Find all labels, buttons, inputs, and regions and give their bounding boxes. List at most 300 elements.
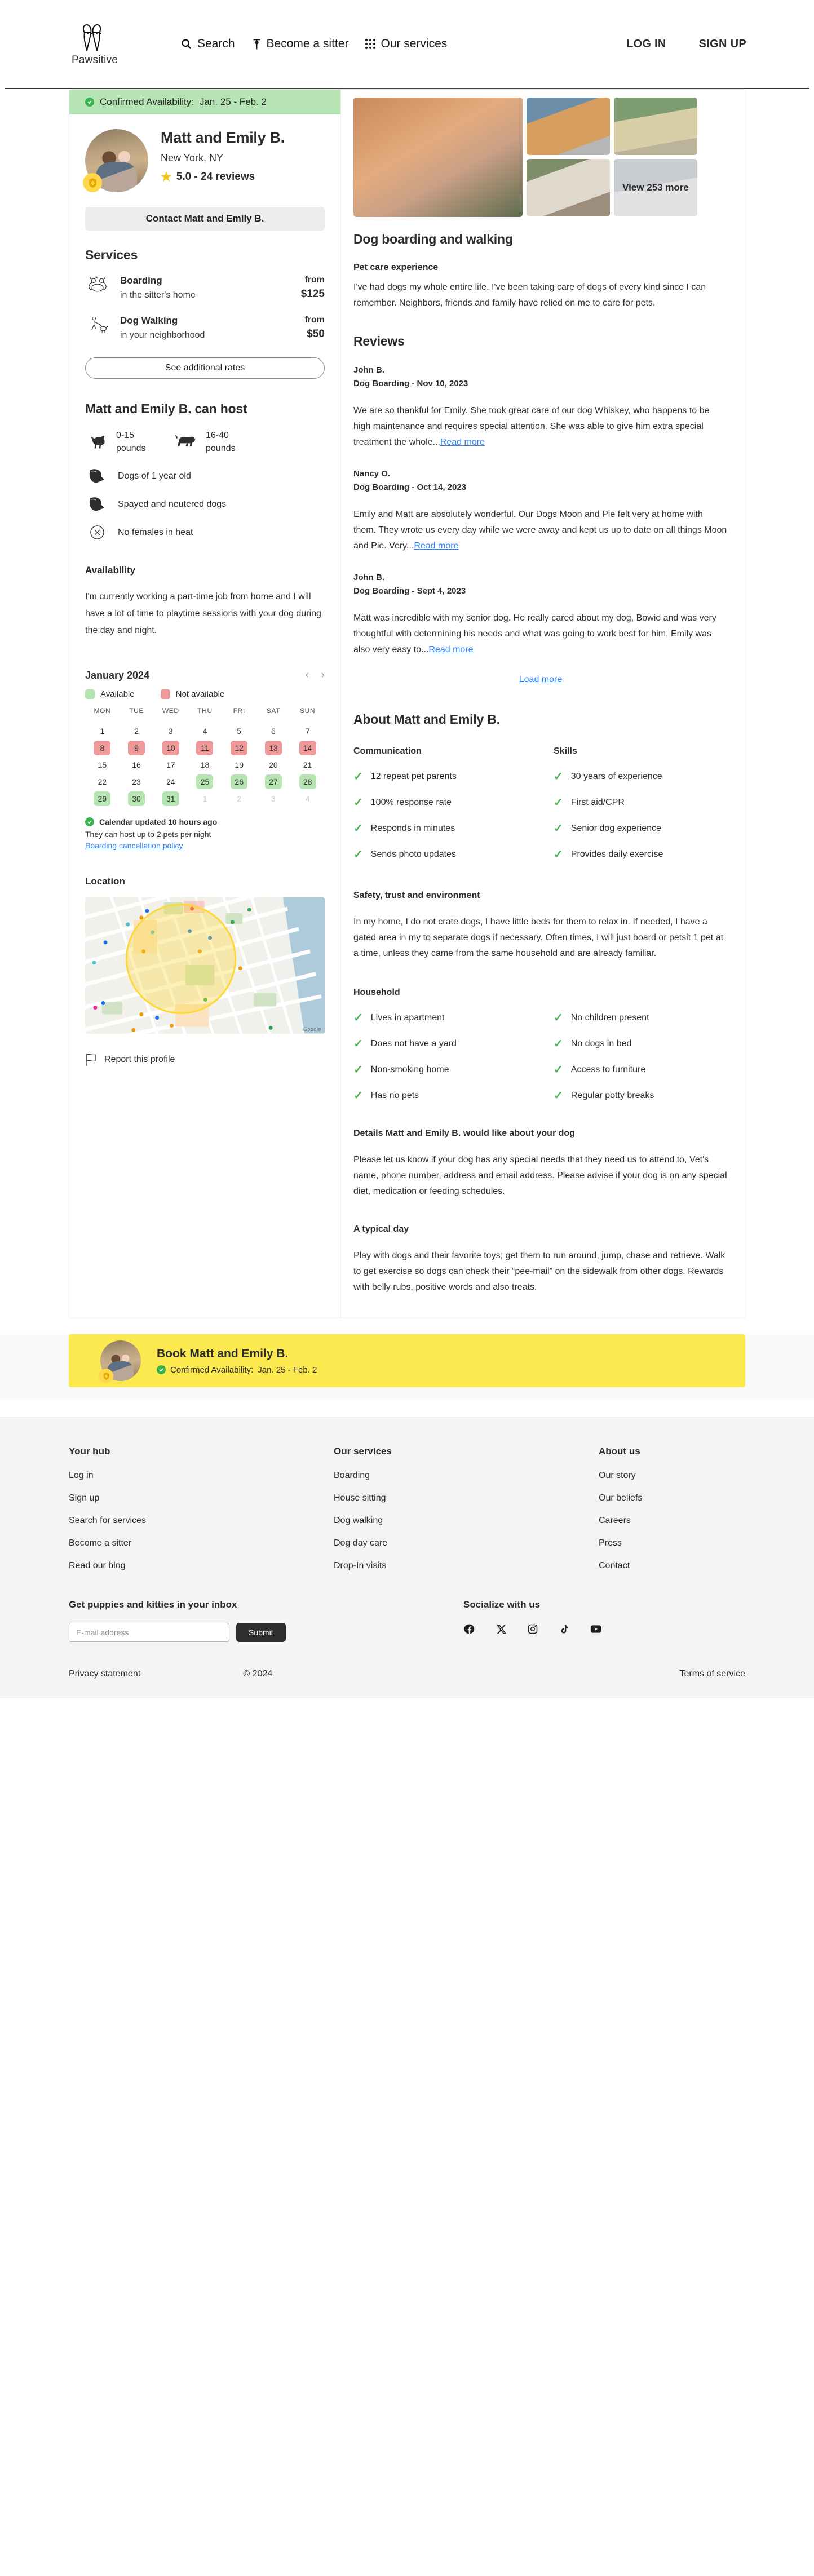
check-circle-icon xyxy=(85,817,94,826)
gallery-main-photo[interactable] xyxy=(353,98,523,217)
household-item xyxy=(353,1038,528,1050)
calendar-updated-note xyxy=(85,817,325,826)
host-item-no-heat xyxy=(85,525,325,540)
calendar-day[interactable] xyxy=(290,724,325,738)
flag-icon xyxy=(85,1053,98,1066)
dog-head-icon xyxy=(85,497,109,512)
legend-unavailable-label: Not available xyxy=(175,689,225,700)
nav-become-sitter-label: Become a sitter xyxy=(266,37,349,50)
service-from-label: from xyxy=(304,275,325,285)
read-more-link[interactable]: Read more xyxy=(440,437,485,447)
calendar-day-number: 6 xyxy=(271,727,276,736)
shield-icon xyxy=(88,178,98,188)
nav-search[interactable] xyxy=(180,37,235,51)
terms-of-service-link[interactable]: Terms of service xyxy=(679,1669,745,1679)
calendar-prev-button[interactable]: ‹ xyxy=(305,669,309,681)
footer-link[interactable]: Dog walking xyxy=(334,1516,383,1525)
read-more-link[interactable]: Read more xyxy=(428,645,474,654)
photo-gallery xyxy=(341,90,745,232)
availability-label: Confirmed Availability: xyxy=(100,96,194,107)
newsletter-submit-button[interactable]: Submit xyxy=(236,1623,286,1642)
search-icon xyxy=(180,38,192,50)
gallery-view-more-label: View 253 more xyxy=(622,182,689,193)
check-icon: ✓ xyxy=(554,1064,563,1076)
host-item-label: Dogs of 1 year old xyxy=(118,471,191,481)
sitter-profile-card xyxy=(69,89,745,1318)
communication-item xyxy=(353,771,528,782)
calendar-day[interactable] xyxy=(120,774,154,789)
household-item xyxy=(554,1012,728,1024)
calendar-day-number: 3 xyxy=(271,794,276,804)
skills-item-label: Provides daily exercise xyxy=(570,849,663,859)
service-price: $50 xyxy=(307,328,325,340)
avatar xyxy=(85,129,148,192)
review-meta: Dog Boarding - Sept 4, 2023 xyxy=(353,586,466,596)
review-item xyxy=(353,364,728,450)
calendar-day[interactable] xyxy=(120,724,154,738)
calendar-days-grid xyxy=(85,724,325,806)
calendar-dow: SAT xyxy=(266,707,281,715)
footer-col1-head: Your hub xyxy=(69,1446,110,1457)
calendar-day[interactable] xyxy=(85,774,120,789)
social-links xyxy=(463,1599,602,1642)
calendar-day[interactable] xyxy=(188,774,222,789)
footer-legal xyxy=(69,1642,745,1698)
verified-shield-badge xyxy=(99,1369,113,1383)
book-banner-availability xyxy=(157,1365,317,1375)
profile-main xyxy=(341,90,745,1318)
check-icon: ✓ xyxy=(353,771,363,783)
service-price: $125 xyxy=(300,288,325,300)
service-desc: in the sitter's home xyxy=(120,290,196,300)
social-heading: Socialize with us xyxy=(463,1599,541,1610)
book-banner-title: Book Matt and Emily B. xyxy=(157,1347,289,1360)
check-circle-icon xyxy=(157,1365,166,1374)
calendar-day-number: 17 xyxy=(166,760,175,770)
newsletter-signup xyxy=(69,1599,463,1642)
host-size-label: 16-40 pounds xyxy=(206,431,236,454)
read-more-link[interactable]: Read more xyxy=(414,541,459,551)
calendar-day-number: 26 xyxy=(231,774,247,789)
calendar-legend xyxy=(85,689,325,699)
calendar-day[interactable] xyxy=(290,758,325,772)
cancellation-policy-link[interactable]: Boarding cancellation policy xyxy=(85,841,183,851)
review-body: Emily and Matt are absolutely wonderful. Our Dogs Moon and Pie felt very at home with them. They wrote us every day while we were away and kept us up to date on all things Moon and Pie. Very... xyxy=(353,510,727,551)
calendar-day-number: 9 xyxy=(128,741,145,755)
check-icon: ✓ xyxy=(353,822,363,835)
can-host-section xyxy=(69,401,340,540)
communication-item-label: 12 repeat pet parents xyxy=(370,772,457,781)
star-icon: ★ xyxy=(161,170,172,184)
skills-item xyxy=(554,771,728,782)
sitter-location: New York, NY xyxy=(161,152,224,163)
footer-link[interactable]: Our story xyxy=(599,1471,636,1480)
footer-link[interactable]: House sitting xyxy=(334,1493,386,1503)
household-item xyxy=(554,1038,728,1050)
calendar-day-number: 8 xyxy=(94,741,110,755)
calendar-day[interactable] xyxy=(153,774,188,789)
services-title: Services xyxy=(85,247,138,262)
contact-sitter-button[interactable]: Contact Matt and Emily B. xyxy=(85,207,325,231)
footer-link[interactable]: Careers xyxy=(599,1516,631,1525)
map-attribution: Google xyxy=(303,1026,321,1033)
details-text: Please let us know if your dog has any special needs that they need us to attend to, Vet's name, phone number, address and email address. Please advise if your dog is on any special diet, medication or feeding schedules. xyxy=(353,1155,727,1196)
calendar-day-number: 29 xyxy=(94,791,110,806)
nav-search-label: Search xyxy=(197,37,235,50)
host-item-label: No females in heat xyxy=(118,527,193,537)
review-body: We are so thankful for Emily. She took great care of our dog Whiskey, who happens to be high maintenance and requires special attention. She was able to give him extra special treatment the whole... xyxy=(353,406,710,447)
calendar-day xyxy=(256,791,291,806)
spacer xyxy=(0,1400,814,1417)
sitter-name: Matt and Emily B. xyxy=(161,129,285,146)
login-button[interactable]: LOG IN xyxy=(626,37,666,50)
footer-col2-head: Our services xyxy=(334,1446,392,1457)
calendar-day[interactable] xyxy=(85,758,120,772)
calendar-day[interactable] xyxy=(222,741,256,755)
calendar-dow: SUN xyxy=(300,707,316,715)
calendar-day-number: 19 xyxy=(235,760,244,770)
review-author: John B. xyxy=(353,573,384,582)
footer-column-your-hub xyxy=(69,1446,334,1583)
review-text xyxy=(353,507,728,554)
footer-link[interactable]: Our beliefs xyxy=(599,1493,643,1503)
facebook-icon[interactable] xyxy=(463,1623,476,1635)
host-size-label: 0-15 pounds xyxy=(116,431,146,454)
calendar-day-number: 18 xyxy=(200,760,210,770)
availability-dates: Jan. 25 - Feb. 2 xyxy=(199,96,267,107)
legend-unavailable-swatch xyxy=(161,689,170,699)
communication-column xyxy=(353,746,528,875)
footer-link[interactable]: Log in xyxy=(69,1471,94,1480)
gallery-photo-2[interactable] xyxy=(527,98,610,155)
about-sitter-section xyxy=(341,712,745,1318)
details-heading: Details Matt and Emily B. would like about your dog xyxy=(353,1128,575,1138)
calendar-header xyxy=(85,669,325,681)
calendar-day[interactable] xyxy=(222,724,256,738)
calendar-day-number: 4 xyxy=(305,794,310,804)
verified-shield-badge xyxy=(83,173,102,192)
location-map[interactable] xyxy=(85,897,325,1034)
host-size-grid xyxy=(85,429,325,455)
calendar-day-number: 1 xyxy=(202,794,207,804)
service-name: Dog Walking xyxy=(120,315,178,326)
availability-text: I'm currently working a part-time job from home and I will have a lot of time to playtime sessions with your dog during the day and night. xyxy=(85,592,321,635)
calendar-day-number: 2 xyxy=(237,794,242,804)
location-title: Location xyxy=(85,876,125,887)
calendar-day-number: 2 xyxy=(134,727,139,736)
household-item xyxy=(353,1012,528,1024)
instagram-icon[interactable] xyxy=(527,1623,539,1635)
calendar-day-number: 11 xyxy=(196,741,213,755)
brand-logo[interactable] xyxy=(61,21,129,67)
review-author: Nancy O. xyxy=(353,469,391,479)
calendar-day[interactable] xyxy=(153,791,188,806)
small-dog-icon xyxy=(85,433,109,451)
footer-bottom xyxy=(69,1599,745,1642)
service-from-label: from xyxy=(304,315,325,325)
calendar-day-number: 24 xyxy=(166,777,175,787)
privacy-statement-link[interactable]: Privacy statement xyxy=(69,1669,141,1679)
household-attributes xyxy=(353,1012,728,1116)
household-item-label: Has no pets xyxy=(370,1091,419,1100)
calendar-day[interactable] xyxy=(188,741,222,755)
skills-item xyxy=(554,849,728,860)
gallery-photo-4[interactable] xyxy=(614,98,697,155)
footer-col2-links xyxy=(334,1471,599,1571)
review-meta: Dog Boarding - Nov 10, 2023 xyxy=(353,379,468,388)
safety-heading: Safety, trust and environment xyxy=(353,891,480,900)
communication-item xyxy=(353,849,528,860)
check-icon: ✓ xyxy=(353,1090,363,1102)
calendar-dow: THU xyxy=(197,707,213,715)
skills-item xyxy=(554,797,728,808)
host-item-label: Spayed and neutered dogs xyxy=(118,499,227,510)
availability-section xyxy=(69,565,340,639)
tiktok-icon[interactable] xyxy=(558,1623,570,1635)
main-nav xyxy=(180,37,447,51)
footer-col3-head: About us xyxy=(599,1446,640,1457)
footer-link[interactable]: Press xyxy=(599,1538,622,1548)
service-name: Boarding xyxy=(120,275,162,286)
skills-item-label: First aid/CPR xyxy=(570,798,625,807)
calendar-day[interactable] xyxy=(85,791,120,806)
service-desc: in your neighborhood xyxy=(120,330,205,340)
person-icon xyxy=(252,38,262,50)
calendar-next-button[interactable]: › xyxy=(321,669,325,681)
footer-col1-links xyxy=(69,1471,334,1571)
calendar-day[interactable] xyxy=(290,774,325,789)
calendar-day[interactable] xyxy=(222,758,256,772)
calendar-day-number: 25 xyxy=(196,774,213,789)
calendar-dow: TUE xyxy=(129,707,144,715)
calendar-day[interactable] xyxy=(153,741,188,755)
load-more-link[interactable]: Load more xyxy=(519,675,563,684)
gallery-view-more-button[interactable] xyxy=(614,159,697,216)
report-profile-button[interactable] xyxy=(85,1053,325,1066)
calendar-day[interactable] xyxy=(85,724,120,738)
calendar-day[interactable] xyxy=(120,791,154,806)
calendar-day-number: 15 xyxy=(98,760,107,770)
calendar-day[interactable] xyxy=(256,774,291,789)
calendar-day[interactable] xyxy=(120,741,154,755)
reviews-title: Reviews xyxy=(353,334,405,348)
calendar-day[interactable] xyxy=(85,741,120,755)
skills-item xyxy=(554,823,728,834)
check-icon: ✓ xyxy=(554,1012,563,1024)
check-icon: ✓ xyxy=(353,1038,363,1050)
skills-list xyxy=(554,771,728,860)
household-item-label: Does not have a yard xyxy=(370,1039,457,1048)
site-header xyxy=(5,0,809,89)
see-additional-rates-button[interactable]: See additional rates xyxy=(85,357,325,379)
calendar-day-number: 31 xyxy=(162,791,179,806)
check-icon: ✓ xyxy=(353,1064,363,1076)
calendar-day-number: 3 xyxy=(168,727,173,736)
location-section xyxy=(69,876,340,1066)
typical-day-heading: A typical day xyxy=(353,1224,409,1234)
book-avail-label: Confirmed Availability: xyxy=(170,1365,254,1375)
communication-item-label: Responds in minutes xyxy=(370,824,455,833)
communication-item-label: 100% response rate xyxy=(370,798,452,807)
book-avatar xyxy=(100,1340,141,1381)
email-field[interactable] xyxy=(69,1623,229,1642)
calendar-day[interactable] xyxy=(120,758,154,772)
review-text xyxy=(353,403,728,450)
auth-nav xyxy=(626,38,746,51)
check-icon: ✓ xyxy=(554,848,563,861)
calendar-day[interactable] xyxy=(222,774,256,789)
household-item-label: Non-smoking home xyxy=(370,1065,449,1074)
calendar-day[interactable] xyxy=(188,724,222,738)
footer-link[interactable]: Contact xyxy=(599,1561,630,1570)
typical-day-text: Play with dogs and their favorite toys; get them to run around, jump, chase and retrieve. Walk to get exercise so dogs can check their “pee-mail” on the sidewalk from other dogs. Rewards with belly rubs, positive words and also treats. xyxy=(353,1251,725,1292)
service-row-boarding[interactable] xyxy=(85,275,325,300)
communication-item xyxy=(353,823,528,834)
grid-dots-icon xyxy=(365,39,375,49)
calendar-day-number: 5 xyxy=(237,727,242,736)
calendar-day[interactable] xyxy=(153,758,188,772)
calendar-day-number: 27 xyxy=(265,774,282,789)
check-icon: ✓ xyxy=(554,822,563,835)
confirmed-availability-banner xyxy=(69,90,340,114)
rating-text: 5.0 - 24 reviews xyxy=(176,171,255,183)
household-item-label: No dogs in bed xyxy=(570,1039,632,1048)
calendar-updated-text: Calendar updated 10 hours ago xyxy=(99,817,218,827)
review-meta: Dog Boarding - Oct 14, 2023 xyxy=(353,483,467,492)
communication-list xyxy=(353,771,528,860)
calendar-capacity-text: They can host up to 2 pets per night xyxy=(85,830,211,839)
household-item-label: Lives in apartment xyxy=(370,1013,445,1023)
communication-item xyxy=(353,797,528,808)
footer-link[interactable]: Search for services xyxy=(69,1516,146,1525)
check-icon: ✓ xyxy=(353,1012,363,1024)
household-left-list xyxy=(353,1012,528,1116)
legend-available xyxy=(85,689,135,699)
calendar-month: January 2024 xyxy=(85,669,150,681)
page-body xyxy=(0,89,814,1318)
skills-heading: Skills xyxy=(554,746,577,756)
check-icon: ✓ xyxy=(554,771,563,783)
gallery-photo-3[interactable] xyxy=(527,159,610,216)
report-profile-label: Report this profile xyxy=(104,1055,175,1065)
calendar-day-number: 12 xyxy=(231,741,247,755)
sitter-rating xyxy=(161,171,285,183)
shield-icon xyxy=(103,1372,110,1380)
household-heading: Household xyxy=(353,988,400,997)
household-item xyxy=(554,1064,728,1075)
check-icon: ✓ xyxy=(554,1038,563,1050)
spacer xyxy=(69,1387,745,1400)
footer-link[interactable]: Boarding xyxy=(334,1471,370,1480)
calendar-day-number: 4 xyxy=(202,727,207,736)
nav-become-sitter[interactable] xyxy=(252,37,349,51)
host-item-spayed xyxy=(85,497,325,512)
copyright: © 2024 xyxy=(243,1669,273,1679)
review-text xyxy=(353,610,728,658)
safety-text: In my home, I do not crate dogs, I have little beds for them to relax in. If needed, I have a gated area in my to separate dogs if necessary. Often times, I will just board or petsit 1 pet at a time, unless they came from the same household and are already familiar. xyxy=(353,917,724,958)
newsletter-heading: Get puppies and kitties in your inbox xyxy=(69,1599,237,1610)
calendar-day-number: 14 xyxy=(299,741,316,755)
skills-item-label: 30 years of experience xyxy=(570,772,662,781)
book-banner[interactable] xyxy=(69,1334,745,1387)
book-banner-wrap xyxy=(0,1334,814,1400)
legend-available-swatch xyxy=(85,689,95,699)
footer-link[interactable]: Dog day care xyxy=(334,1538,388,1548)
household-item xyxy=(554,1090,728,1101)
signup-button[interactable]: SIGN UP xyxy=(698,37,746,50)
about-attributes xyxy=(353,746,728,875)
calendar-day[interactable] xyxy=(256,724,291,738)
legend-available-label: Available xyxy=(100,689,135,700)
calendar-day-number: 13 xyxy=(265,741,282,755)
availability-title: Availability xyxy=(85,565,136,576)
calendar-day xyxy=(290,791,325,806)
spacer xyxy=(0,1318,814,1334)
host-size-medium xyxy=(175,429,254,455)
household-item-label: Access to furniture xyxy=(570,1065,646,1074)
nav-our-services-label: Our services xyxy=(381,37,448,50)
book-avail-dates: Jan. 25 - Feb. 2 xyxy=(258,1365,317,1375)
review-body: Matt was incredible with my senior dog. He really cared about my dog, Bowie and was very thoughtful with determining his needs and what was going to work best for him. Emily was also very easy to... xyxy=(353,613,716,654)
dog-walking-icon xyxy=(85,315,110,334)
calendar-day[interactable] xyxy=(188,758,222,772)
service-area-circle xyxy=(126,904,236,1014)
pet-care-experience-text: I've had dogs my whole entire life. I've been taking care of dogs of every kind since I can remember. Neighbors, friends and family have relied on me to care for pets. xyxy=(353,282,706,308)
calendar-dow-row xyxy=(85,707,325,724)
site-footer xyxy=(0,1417,814,1698)
service-about-section xyxy=(341,232,745,311)
host-size-small xyxy=(85,429,165,455)
can-host-title: Matt and Emily B. can host xyxy=(85,401,247,416)
service-row-dog-walking[interactable] xyxy=(85,315,325,340)
footer-link-columns xyxy=(69,1446,745,1583)
review-item xyxy=(353,571,728,658)
footer-link[interactable]: Sign up xyxy=(69,1493,100,1503)
calendar-day-number: 23 xyxy=(132,777,141,787)
no-entry-icon xyxy=(85,525,109,540)
calendar-dow: WED xyxy=(162,707,179,715)
calendar-day[interactable] xyxy=(153,724,188,738)
footer-link[interactable]: Become a sitter xyxy=(69,1538,132,1548)
check-circle-icon xyxy=(85,98,94,107)
calendar-day[interactable] xyxy=(256,741,291,755)
calendar-section xyxy=(69,669,340,851)
household-item-label: Regular potty breaks xyxy=(570,1091,654,1100)
nav-our-services[interactable] xyxy=(365,37,447,51)
household-item-label: No children present xyxy=(570,1013,649,1023)
calendar-day[interactable] xyxy=(290,741,325,755)
calendar-day-number: 10 xyxy=(162,741,179,755)
skills-column xyxy=(554,746,728,875)
load-more-container xyxy=(353,675,728,685)
about-title: About Matt and Emily B. xyxy=(353,712,500,727)
footer-link[interactable]: Read our blog xyxy=(69,1561,126,1570)
calendar-day-number: 28 xyxy=(299,774,316,789)
calendar-day-number: 22 xyxy=(98,777,107,787)
calendar-day[interactable] xyxy=(256,758,291,772)
x-twitter-icon[interactable] xyxy=(495,1623,507,1635)
boarding-icon xyxy=(85,275,110,294)
services-section xyxy=(69,247,340,379)
check-icon: ✓ xyxy=(353,796,363,809)
youtube-icon[interactable] xyxy=(590,1623,602,1635)
calendar-day-number: 21 xyxy=(303,760,312,770)
check-icon: ✓ xyxy=(554,1090,563,1102)
calendar-day-number: 1 xyxy=(100,727,105,736)
footer-link[interactable]: Drop-In visits xyxy=(334,1561,387,1570)
calendar-day xyxy=(188,791,222,806)
check-icon: ✓ xyxy=(353,848,363,861)
